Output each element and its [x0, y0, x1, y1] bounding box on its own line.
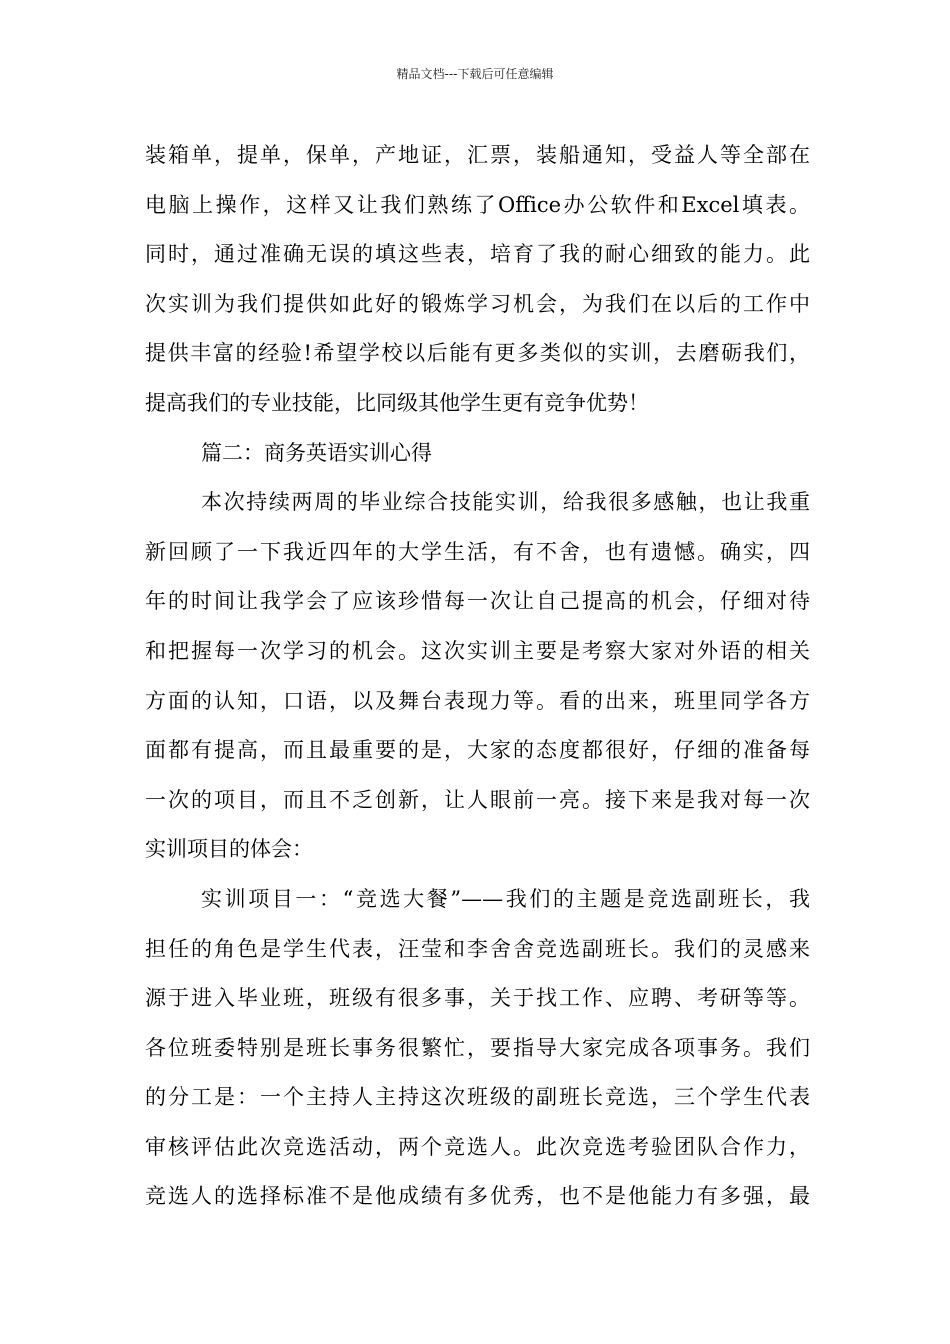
text-line: 和把握每一次学习的机会。这次实训主要是考察大家对外语的相关 [145, 638, 810, 663]
text-line: 方面的认知，口语，以及舞台表现力等。看的出来，班里同学各方 [145, 688, 810, 713]
text-line: 面都有提高，而且最重要的是，大家的态度都很好，仔细的准备每 [145, 738, 810, 763]
text-line: 各位班委特别是班长事务很繁忙，要指导大家完成各项事务。我们 [145, 1035, 810, 1060]
text-line: 源于进入毕业班，班级有很多事，关于找工作、应聘、考研等等。 [145, 986, 810, 1011]
text-line: 提高我们的专业技能，比同级其他学生更有竞争优势！ [145, 390, 649, 415]
page-header: 精品文档---下载后可任意编辑 [396, 67, 554, 81]
text-line: 担任的角色是学生代表，汪莹和李舍舍竞选副班长。我们的灵感来 [145, 936, 810, 961]
text-line: 装箱单，提单，保单，产地证，汇票，装船通知，受益人等全部在 [145, 143, 810, 167]
text-line: 篇二：商务英语实训心得 [201, 440, 432, 465]
text-line: 提供丰富的经验!希望学校以后能有更多类似的实训，去磨砺我们， [145, 341, 810, 366]
text-line: 竞选人的选择标准不是他成绩有多优秀，也不是他能力有多强，最 [145, 1184, 810, 1209]
text-line: 年的时间让我学会了应该珍惜每一次让自己提高的机会，仔细对待 [145, 589, 810, 614]
text-line: 同时，通过准确无误的填这些表，培育了我的耐心细致的能力。此 [145, 242, 810, 267]
text-line: 实训项目一：“竞选大餐”——我们的主题是竞选副班长，我 [201, 886, 810, 911]
text-line: 电脑上操作，这样又让我们熟练了Office办公软件和Excel填表。 [145, 192, 810, 217]
text-line: 新回顾了一下我近四年的大学生活，有不舍，也有遗憾。确实，四 [145, 539, 810, 564]
text-line: 审核评估此次竞选活动，两个竞选人。此次竞选考验团队合作力， [145, 1134, 810, 1159]
body-text [145, 131, 810, 1222]
text-line: 实训项目的体会： [145, 837, 313, 862]
text-line: 的分工是：一个主持人主持这次班级的副班长竞选，三个学生代表 [145, 1085, 810, 1110]
text-line: 一次的项目，而且不乏创新，让人眼前一亮。接下来是我对每一次 [145, 787, 810, 812]
text-line: 次实训为我们提供如此好的锻炼学习机会，为我们在以后的工作中 [145, 291, 810, 316]
text-line: 本次持续两周的毕业综合技能实训，给我很多感触，也让我重 [201, 490, 810, 515]
